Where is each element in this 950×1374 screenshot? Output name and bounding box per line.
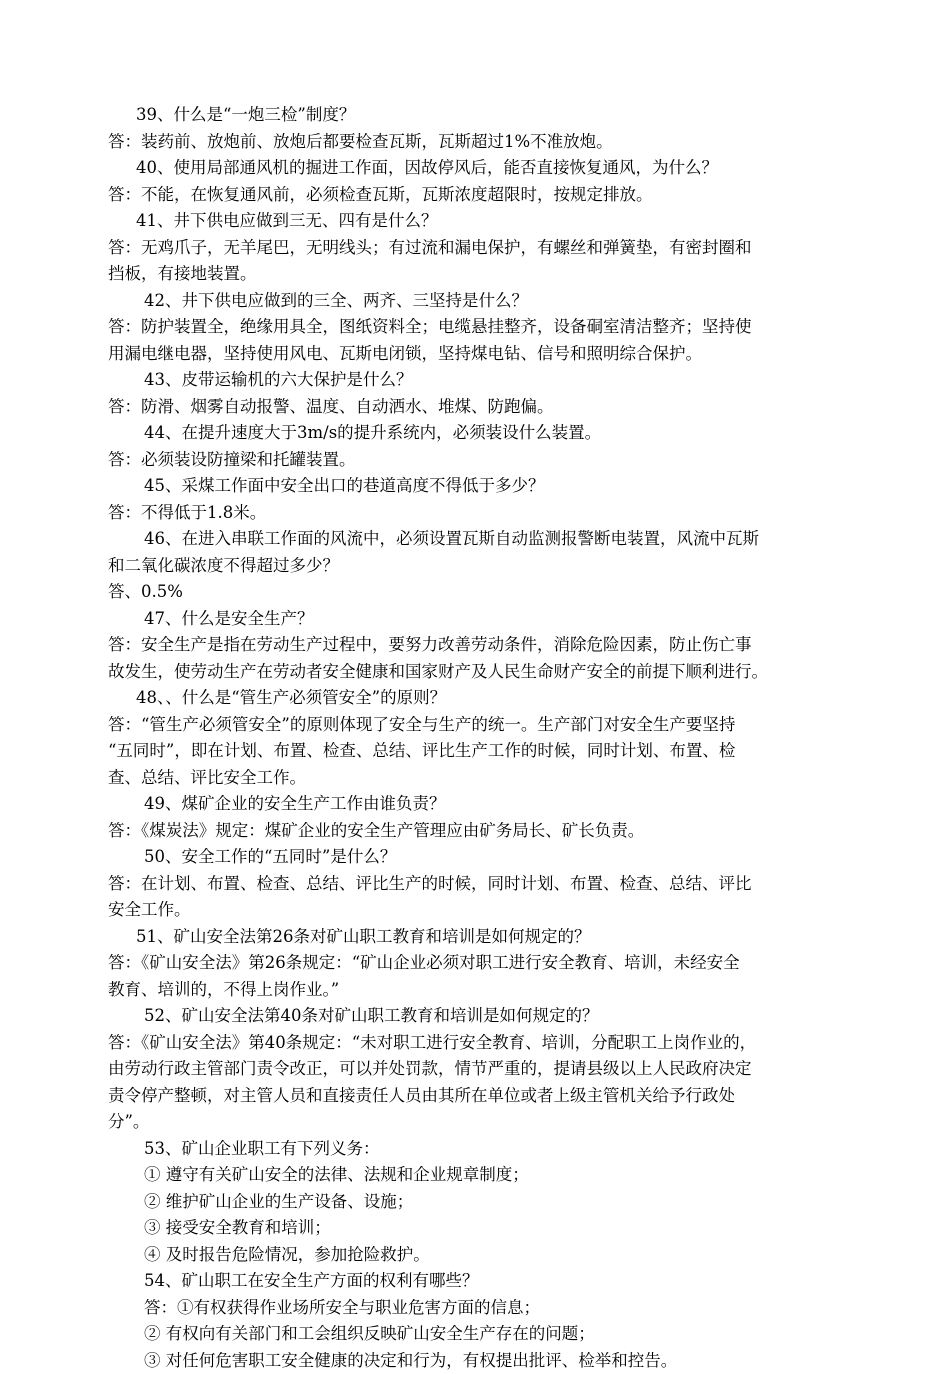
list-item-line: ① 遵守有关矿山安全的法律、法规和企业规章制度； [108, 1162, 860, 1189]
answer-line: 答：必须装设防撞梁和托罐装置。 [108, 447, 860, 474]
answer-line: 答：安全生产是指在劳动生产过程中，要努力改善劳动条件，消除危险因素，防止伤亡事 [108, 632, 860, 659]
list-item-line: ② 有权向有关部门和工会组织反映矿山安全生产存在的问题； [108, 1321, 860, 1348]
list-item-line: ③ 接受安全教育和培训； [108, 1215, 860, 1242]
answer-line: 答：不能，在恢复通风前，必须检查瓦斯，瓦斯浓度超限时，按规定排放。 [108, 182, 860, 209]
question-line: 47、什么是安全生产？ [108, 606, 860, 633]
list-item-line: ② 维护矿山企业的生产设备、设施； [108, 1189, 860, 1216]
answer-line: 答：装药前、放炮前、放炮后都要检查瓦斯，瓦斯超过1%不准放炮。 [108, 129, 860, 156]
list-item-line: ④ 及时报告危险情况，参加抢险救护。 [108, 1242, 860, 1269]
question-line: 40、使用局部通风机的掘进工作面，因故停风后，能否直接恢复通风，为什么？ [108, 155, 860, 182]
answer-line: 答：“管生产必须管安全”的原则体现了安全与生产的统一。生产部门对安全生产要坚持 [108, 712, 860, 739]
answer-line: 答：《矿山安全法》第26条规定：“矿山企业必须对职工进行安全教育、培训，未经安全 [108, 950, 860, 977]
answer-line: 答、0.5% [108, 579, 860, 606]
question-line: 46、在进入串联工作面的风流中，必须设置瓦斯自动监测报警断电装置，风流中瓦斯 [108, 526, 860, 553]
answer-line: 答：不得低于1.8米。 [108, 500, 860, 527]
answer-line: 故发生，使劳动生产在劳动者安全健康和国家财产及人民生命财产安全的前提下顺利进行。 [108, 659, 860, 686]
answer-line: 用漏电继电器，坚持使用风电、瓦斯电闭锁，坚持煤电钻、信号和照明综合保护。 [108, 341, 860, 368]
question-line: 51、矿山安全法第26条对矿山职工教育和培训是如何规定的？ [108, 924, 860, 951]
answer-line: 答：《煤炭法》规定：煤矿企业的安全生产管理应由矿务局长、矿长负责。 [108, 818, 860, 845]
answer-line: “五同时”，即在计划、布置、检查、总结、评比生产工作的时候，同时计划、布置、检 [108, 738, 860, 765]
answer-line: 挡板，有接地装置。 [108, 261, 860, 288]
question-line: 42、井下供电应做到的三全、两齐、三坚持是什么？ [108, 288, 860, 315]
question-line: 53、矿山企业职工有下列义务： [108, 1136, 860, 1163]
answer-line: 答：防滑、烟雾自动报警、温度、自动洒水、堆煤、防跑偏。 [108, 394, 860, 421]
answer-line: 分”。 [108, 1109, 860, 1136]
answer-line: 查、总结、评比安全工作。 [108, 765, 860, 792]
question-line: 50、安全工作的“五同时”是什么？ [108, 844, 860, 871]
list-item-line: 答：①有权获得作业场所安全与职业危害方面的信息； [108, 1295, 860, 1322]
question-line: 41、井下供电应做到三无、四有是什么？ [108, 208, 860, 235]
question-line: 39、什么是“一炮三检”制度？ [108, 102, 860, 129]
answer-line: 答：《矿山安全法》第40条规定：“未对职工进行安全教育、培训，分配职工上岗作业的， [108, 1030, 860, 1057]
question-line: 52、矿山安全法第40条对矿山职工教育和培训是如何规定的？ [108, 1003, 860, 1030]
question-line: 44、在提升速度大于3m/s的提升系统内，必须装设什么装置。 [108, 420, 860, 447]
question-line: 45、采煤工作面中安全出口的巷道高度不得低于多少？ [108, 473, 860, 500]
document-body [108, 102, 860, 1374]
question-line: 43、皮带运输机的六大保护是什么？ [108, 367, 860, 394]
list-item-line: ③ 对任何危害职工安全健康的决定和行为，有权提出批评、检举和控告。 [108, 1348, 860, 1374]
question-line: 49、煤矿企业的安全生产工作由谁负责？ [108, 791, 860, 818]
answer-line: 答：防护装置全，绝缘用具全，图纸资料全；电缆悬挂整齐，设备硐室清洁整齐；坚持使 [108, 314, 860, 341]
answer-line: 答：无鸡爪子，无羊尾巴，无明线头；有过流和漏电保护，有螺丝和弹簧垫，有密封圈和 [108, 235, 860, 262]
answer-line: 教育、培训的，不得上岗作业。” [108, 977, 860, 1004]
list-item-line: 54、矿山职工在安全生产方面的权利有哪些？ [108, 1268, 860, 1295]
answer-line: 答：在计划、布置、检查、总结、评比生产的时候，同时计划、布置、检查、总结、评比 [108, 871, 860, 898]
question-line: 48、、什么是“管生产必须管安全”的原则？ [108, 685, 860, 712]
answer-line: 由劳动行政主管部门责令改正，可以并处罚款，情节严重的，提请县级以上人民政府决定 [108, 1056, 860, 1083]
answer-line: 和二氧化碳浓度不得超过多少？ [108, 553, 860, 580]
answer-line: 责令停产整顿，对主管人员和直接责任人员由其所在单位或者上级主管机关给予行政处 [108, 1083, 860, 1110]
answer-line: 安全工作。 [108, 897, 860, 924]
